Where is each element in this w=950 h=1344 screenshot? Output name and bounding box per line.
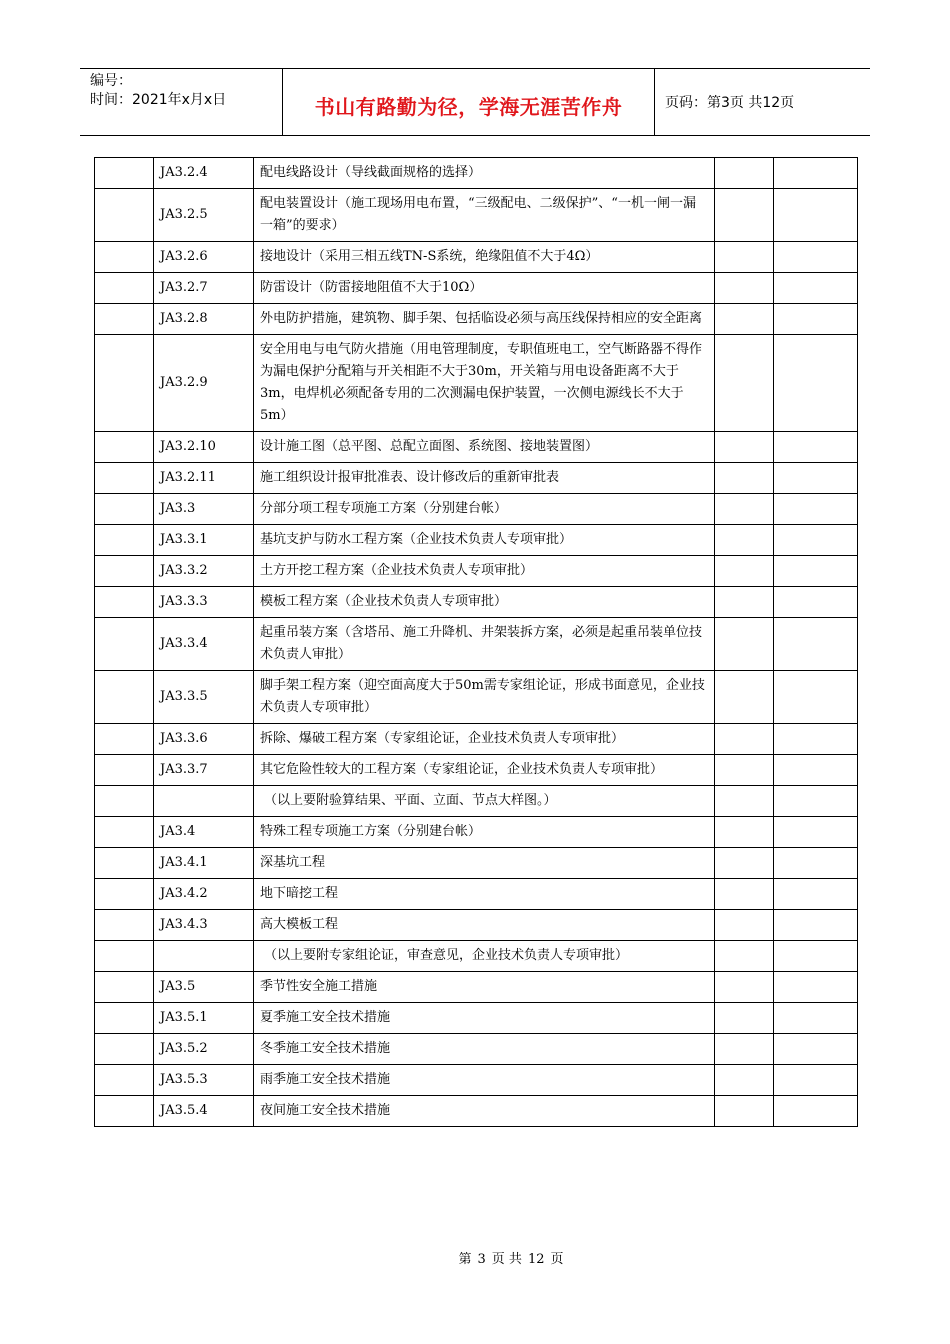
table-row <box>95 786 858 817</box>
row-description-cell: 设计施工图（总平图、总配立面图、系统图、接地装置图） <box>254 432 715 463</box>
table-row <box>95 158 858 189</box>
row-remark-cell <box>774 189 858 242</box>
row-check-cell <box>715 273 774 304</box>
row-index-cell <box>95 242 154 273</box>
row-index-cell <box>95 556 154 587</box>
row-remark-cell <box>774 525 858 556</box>
row-check-cell <box>715 910 774 941</box>
row-description-cell: （以上要附专家组论证，审查意见，企业技术负责人专项审批） <box>254 941 715 972</box>
table-row <box>95 879 858 910</box>
row-check-cell <box>715 189 774 242</box>
header-meta <box>80 69 283 135</box>
row-description-cell: 配电线路设计（导线截面规格的选择） <box>254 158 715 189</box>
table-row <box>95 972 858 1003</box>
table-row <box>95 242 858 273</box>
row-remark-cell <box>774 724 858 755</box>
row-description-cell: 冬季施工安全技术措施 <box>254 1034 715 1065</box>
row-description-cell: 外电防护措施，建筑物、脚手架、包括临设必须与高压线保持相应的安全距离 <box>254 304 715 335</box>
row-description-cell: 土方开挖工程方案（企业技术负责人专项审批） <box>254 556 715 587</box>
table-row <box>95 848 858 879</box>
row-check-cell <box>715 556 774 587</box>
row-check-cell <box>715 848 774 879</box>
table-row <box>95 1065 858 1096</box>
row-check-cell <box>715 335 774 432</box>
table-row <box>95 817 858 848</box>
row-description-cell: 地下暗挖工程 <box>254 879 715 910</box>
row-remark-cell <box>774 817 858 848</box>
row-remark-cell <box>774 786 858 817</box>
row-check-cell <box>715 1096 774 1127</box>
row-code-cell: JA3.2.4 <box>154 158 254 189</box>
row-remark-cell <box>774 848 858 879</box>
row-check-cell <box>715 587 774 618</box>
footer-total-pages: 12 <box>527 1252 545 1267</box>
row-description-cell: （以上要附验算结果、平面、立面、节点大样图。） <box>254 786 715 817</box>
row-index-cell <box>95 671 154 724</box>
row-code-cell: JA3.3.3 <box>154 587 254 618</box>
row-check-cell <box>715 817 774 848</box>
row-index-cell <box>95 1034 154 1065</box>
row-index-cell <box>95 158 154 189</box>
row-remark-cell <box>774 587 858 618</box>
table-row <box>95 494 858 525</box>
row-remark-cell <box>774 972 858 1003</box>
row-description-cell: 其它危险性较大的工程方案（专家组论证，企业技术负责人专项审批） <box>254 755 715 786</box>
row-remark-cell <box>774 242 858 273</box>
table-row <box>95 335 858 432</box>
row-code-cell: JA3.2.8 <box>154 304 254 335</box>
row-index-cell <box>95 786 154 817</box>
document-number-label: 编号： <box>90 73 132 89</box>
row-description-cell: 特殊工程专项施工方案（分别建台帐） <box>254 817 715 848</box>
row-remark-cell <box>774 755 858 786</box>
row-remark-cell <box>774 335 858 432</box>
row-description-cell: 施工组织设计报审批准表、设计修改后的重新审批表 <box>254 463 715 494</box>
row-remark-cell <box>774 556 858 587</box>
row-code-cell: JA3.5.4 <box>154 1096 254 1127</box>
row-description-cell: 季节性安全施工措施 <box>254 972 715 1003</box>
row-index-cell <box>95 525 154 556</box>
row-code-cell: JA3.4.1 <box>154 848 254 879</box>
row-code-cell: JA3.3.5 <box>154 671 254 724</box>
table-row <box>95 432 858 463</box>
header-motto: 书山有路勤为径，学海无涯苦作舟 <box>283 69 655 135</box>
row-index-cell <box>95 910 154 941</box>
row-remark-cell <box>774 304 858 335</box>
row-description-cell: 脚手架工程方案（迎空面高度大于50m需专家组论证，形成书面意见，企业技术负责人专项审批） <box>254 671 715 724</box>
row-index-cell <box>95 848 154 879</box>
row-index-cell <box>95 335 154 432</box>
row-code-cell: JA3.2.10 <box>154 432 254 463</box>
row-check-cell <box>715 494 774 525</box>
row-check-cell <box>715 432 774 463</box>
row-check-cell <box>715 1065 774 1096</box>
row-code-cell: JA3.3.4 <box>154 618 254 671</box>
row-index-cell <box>95 724 154 755</box>
row-check-cell <box>715 525 774 556</box>
footer-middle: 页 共 <box>491 1252 522 1267</box>
row-remark-cell <box>774 1065 858 1096</box>
row-code-cell: JA3.3.1 <box>154 525 254 556</box>
row-index-cell <box>95 755 154 786</box>
row-remark-cell <box>774 494 858 525</box>
row-remark-cell <box>774 1003 858 1034</box>
footer-current-page: 3 <box>477 1252 486 1267</box>
page-footer <box>0 1248 950 1267</box>
row-index-cell <box>95 1003 154 1034</box>
row-index-cell <box>95 189 154 242</box>
row-code-cell: JA3.5.2 <box>154 1034 254 1065</box>
table-row <box>95 755 858 786</box>
row-index-cell <box>95 1096 154 1127</box>
row-description-cell: 深基坑工程 <box>254 848 715 879</box>
footer-prefix: 第 <box>458 1252 472 1267</box>
table-row <box>95 724 858 755</box>
row-code-cell: JA3.2.5 <box>154 189 254 242</box>
table-row <box>95 671 858 724</box>
row-code-cell: JA3.3.2 <box>154 556 254 587</box>
row-index-cell <box>95 432 154 463</box>
row-description-cell: 接地设计（采用三相五线TN-S系统，绝缘阻值不大于4Ω） <box>254 242 715 273</box>
row-code-cell <box>154 941 254 972</box>
row-remark-cell <box>774 1034 858 1065</box>
row-description-cell: 起重吊装方案（含塔吊、施工升降机、井架装拆方案，必须是起重吊装单位技术负责人审批） <box>254 618 715 671</box>
checklist-table <box>94 157 858 1127</box>
row-code-cell: JA3.2.9 <box>154 335 254 432</box>
row-index-cell <box>95 273 154 304</box>
table-row <box>95 587 858 618</box>
row-check-cell <box>715 755 774 786</box>
row-index-cell <box>95 817 154 848</box>
row-description-cell: 雨季施工安全技术措施 <box>254 1065 715 1096</box>
table-row <box>95 556 858 587</box>
row-description-cell: 防雷设计（防雷接地阻值不大于10Ω） <box>254 273 715 304</box>
row-remark-cell <box>774 1096 858 1127</box>
table-row <box>95 189 858 242</box>
row-index-cell <box>95 879 154 910</box>
row-code-cell: JA3.2.11 <box>154 463 254 494</box>
row-index-cell <box>95 941 154 972</box>
row-code-cell: JA3.3.7 <box>154 755 254 786</box>
row-code-cell: JA3.5 <box>154 972 254 1003</box>
row-description-cell: 分部分项工程专项施工方案（分别建台帐） <box>254 494 715 525</box>
page-header <box>80 68 870 136</box>
table-row <box>95 910 858 941</box>
table-row <box>95 273 858 304</box>
table-row <box>95 1003 858 1034</box>
row-code-cell: JA3.5.3 <box>154 1065 254 1096</box>
document-date: 时间：2021年x月x日 <box>90 92 227 108</box>
row-remark-cell <box>774 158 858 189</box>
row-check-cell <box>715 1003 774 1034</box>
row-check-cell <box>715 786 774 817</box>
row-index-cell <box>95 587 154 618</box>
row-remark-cell <box>774 618 858 671</box>
table-row <box>95 463 858 494</box>
row-remark-cell <box>774 941 858 972</box>
row-code-cell: JA3.4.2 <box>154 879 254 910</box>
table-row <box>95 525 858 556</box>
row-code-cell: JA3.2.7 <box>154 273 254 304</box>
checklist-table-body <box>95 158 858 1127</box>
row-remark-cell <box>774 671 858 724</box>
row-code-cell: JA3.4 <box>154 817 254 848</box>
row-index-cell <box>95 1065 154 1096</box>
row-description-cell: 拆除、爆破工程方案（专家组论证，企业技术负责人专项审批） <box>254 724 715 755</box>
table-row <box>95 941 858 972</box>
row-code-cell: JA3.3 <box>154 494 254 525</box>
row-description-cell: 基坑支护与防水工程方案（企业技术负责人专项审批） <box>254 525 715 556</box>
row-check-cell <box>715 972 774 1003</box>
row-code-cell: JA3.4.3 <box>154 910 254 941</box>
row-index-cell <box>95 463 154 494</box>
row-description-cell: 夜间施工安全技术措施 <box>254 1096 715 1127</box>
header-page-info: 页码：第3页 共12页 <box>665 95 795 111</box>
row-code-cell: JA3.3.6 <box>154 724 254 755</box>
table-row <box>95 1034 858 1065</box>
row-description-cell: 高大模板工程 <box>254 910 715 941</box>
row-index-cell <box>95 304 154 335</box>
row-check-cell <box>715 158 774 189</box>
row-description-cell: 模板工程方案（企业技术负责人专项审批） <box>254 587 715 618</box>
table-row <box>95 1096 858 1127</box>
row-index-cell <box>95 494 154 525</box>
row-description-cell: 夏季施工安全技术措施 <box>254 1003 715 1034</box>
row-check-cell <box>715 618 774 671</box>
row-description-cell: 安全用电与电气防火措施（用电管理制度，专职值班电工，空气断路器不得作为漏电保护分配箱与开关相距不大于30m，开关箱与用电设备距离不大于3m，电焊机必须配备专用的二次测漏电保护装置，一次侧电源线长不大于5m） <box>254 335 715 432</box>
table-row <box>95 618 858 671</box>
row-code-cell <box>154 786 254 817</box>
row-check-cell <box>715 724 774 755</box>
row-check-cell <box>715 304 774 335</box>
row-check-cell <box>715 671 774 724</box>
row-check-cell <box>715 1034 774 1065</box>
row-remark-cell <box>774 463 858 494</box>
table-row <box>95 304 858 335</box>
row-check-cell <box>715 879 774 910</box>
row-check-cell <box>715 242 774 273</box>
row-remark-cell <box>774 910 858 941</box>
row-remark-cell <box>774 273 858 304</box>
row-remark-cell <box>774 879 858 910</box>
row-index-cell <box>95 972 154 1003</box>
row-code-cell: JA3.2.6 <box>154 242 254 273</box>
row-index-cell <box>95 618 154 671</box>
row-check-cell <box>715 463 774 494</box>
row-check-cell <box>715 941 774 972</box>
row-description-cell: 配电装置设计（施工现场用电布置，“三级配电、二级保护”、“一机一闸一漏一箱”的要求） <box>254 189 715 242</box>
row-remark-cell <box>774 432 858 463</box>
footer-suffix: 页 <box>550 1252 564 1267</box>
row-code-cell: JA3.5.1 <box>154 1003 254 1034</box>
